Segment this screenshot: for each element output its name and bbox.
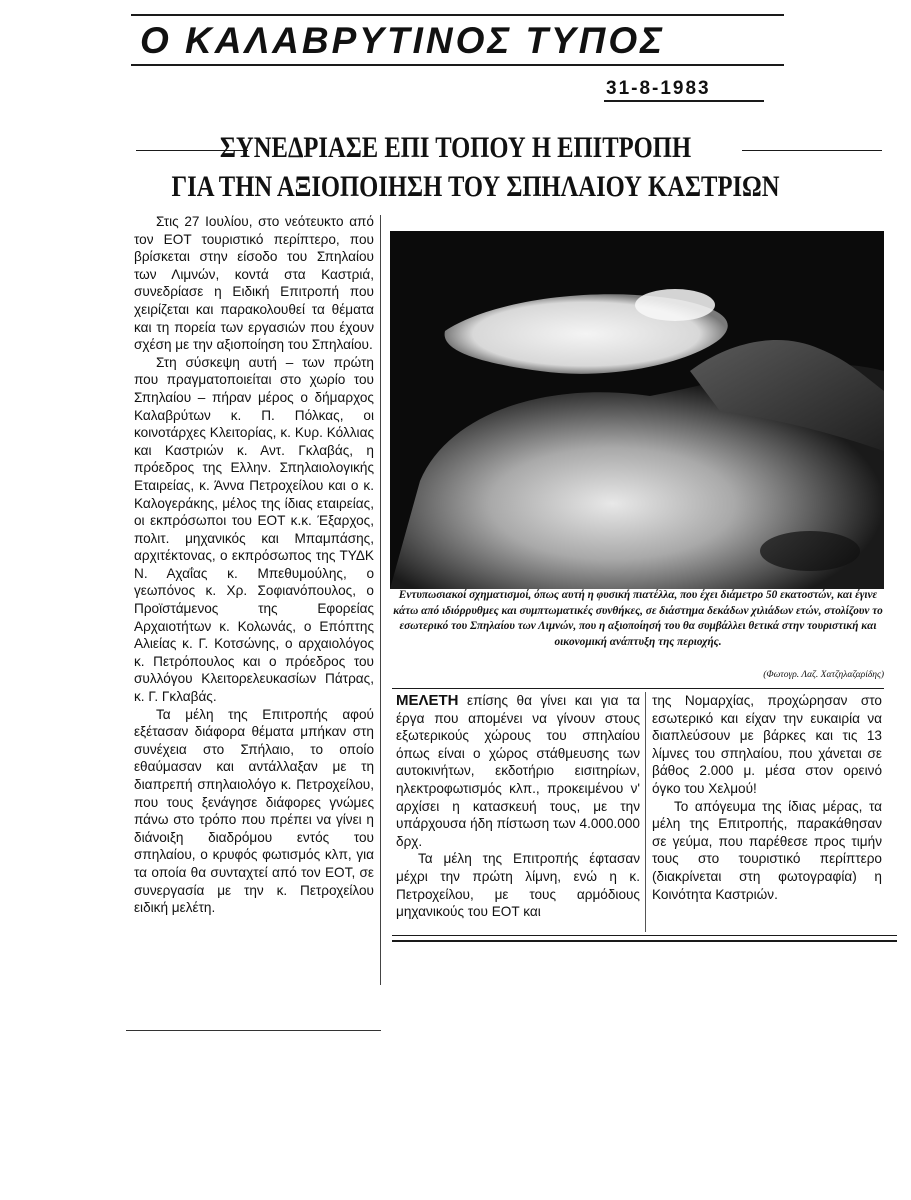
clipping-edge-bottom xyxy=(126,1030,381,1031)
headline-line-1: ΣΥΝΕΔΡΙΑΣΕ ΕΠΙ ΤΟΠΟΥ Η ΕΠΙΤΡΟΠΗ xyxy=(219,131,692,164)
paragraph: Τα μέλη της Επιτροπής έφτασαν μέχρι την πρώτη λίμνη, ενώ η κ. Πετροχείλου, με τους αρμόδιους μηχανικούς του ΕΟΤ και xyxy=(396,851,640,920)
paragraph: της Νομαρχίας, προχώρησαν στο εσωτερικό και είχαν την ευκαιρία να διαπλεύσουν με βάρκες και τις 13 λίμνες του σπηλαίου, που χάνεται σε βάθος 2.000 μ. μέσα στον ορεινό όγκο του Χελμού! xyxy=(652,693,882,796)
paragraph: Το απόγευμα της ίδιας μέρας, τα μέλη της Επιτροπής, παρακάθησαν σε γεύμα, που παρέθεσε προς τιμήν τους στο τουριστικό περίπτερο (διακρίνεται στη φωτογραφία) η Κοινότητα Καστριών. xyxy=(652,798,882,902)
lead-word: ΜΕΛΕΤΗ xyxy=(396,692,459,709)
top-rule xyxy=(131,14,784,16)
paragraph: Στις 27 Ιουλίου, στο νεότευκτο από τον ΕΟΤ τουριστικό περίπτερο, που βρίσκεται στην είσοδο του Σπηλαίου των Λιμνών, κοντά στα Καστριά, συνεδρίασε η Ειδική Επιτροπή που χειρίζεται και παρακολουθεί τα θέματα και τη πορεία των εργασιών που έχουν σχέση με την αξιοποίηση του Σπηλαίου. xyxy=(134,214,374,353)
masthead-underline xyxy=(131,64,784,66)
date-underline xyxy=(604,100,764,102)
bottom-rule-thick xyxy=(392,940,897,942)
paragraph: Στη σύσκεψη αυτή – των πρώτη που πραγματοποιείται στο χωρίο του Σπηλαίου – πήραν μέρος ο δήμαρχος Καλαβρύτων κ. Π. Πόλκας, οι κοινοτάρχες Κλειτορίας, κ. Κυρ. Κόλλιας και Καστριών κ. Αντ. Γκλαβάς, η πρόεδρος της Ελλην. Σπηλαιολογικής Εταιρείας, κ. Άννα Πετροχείλου και ο κ. Καλογεράκης, μέλος της ίδιας εταιρείας, οι εκπρόσωποι του ΕΟΤ κ.κ. Έξαρχος, πολιτ. μηχανικός και Μπαμπάσης, αρχιτέκτονας, ο εκπρόσωπος της ΤΥΔΚ Ν. Αχαΐας κ. Μπεθυμούλης, ο γεωπόνος κ. Χρ. Σοφιανόπουλος, ο Προϊστάμενος της Εφορείας Αρχαιοτήτων κ. Κολωνάς, ο Επόπτης Αλιείας κ. Γ. Κοτσώνης, ο αρχαιολόγος κ. Πετρόπουλος και ο πρόεδρος του συλλόγου Κλειτορελευκασίων Πάτρας, κ. Γ. Γκλαβάς. xyxy=(134,354,374,705)
cave-photo xyxy=(390,231,884,589)
photo-caption: Εντυπωσιακοί σχηματισμοί, όπως αυτή η φυσική πιατέλλα, που έχει διάμετρο 50 εκατοστών, και έγινε κάτω από ιδιόρρυθμες και συμπτωματικές συνθήκες, σε διάστημα δεκάδων χιλιάδων ετών, στολίζουν το εσωτερικό του Σπηλαίου των Λιμνών, που η αξιοποίησή του θα συμβάλλει θετικά στην τουριστική και οικονομική ανάπτυξη της περιοχής. xyxy=(393,589,883,648)
column-2 xyxy=(396,692,640,921)
bottom-rule xyxy=(392,935,897,936)
shadow xyxy=(760,531,860,571)
clipping-edge xyxy=(380,215,381,985)
publication-date: 31-8-1983 xyxy=(606,78,711,99)
column-1 xyxy=(134,213,374,917)
headline-line-2: ΓΙΑ ΤΗΝ ΑΞΙΟΠΟΙΗΣΗ ΤΟΥ ΣΠΗΛΑΙΟΥ ΚΑΣΤΡΙΩΝ xyxy=(171,170,780,203)
section-rule xyxy=(392,688,884,689)
photo-credit: (Φωτογρ. Λαζ. Χατζηλαζαρίδης) xyxy=(763,670,884,680)
highlight xyxy=(635,289,715,321)
column-divider xyxy=(645,692,646,932)
newspaper-name: Ο ΚΑΛΑΒΡΥΤΙΝΟΣ ΤΥΠΟΣ xyxy=(140,20,665,61)
column-3 xyxy=(652,692,882,903)
paragraph: Τα μέλη της Επιτροπής αφού εξέτασαν διάφορα θέματα μπήκαν στη συνέχεια στο Σπήλαιο, το οποίο εθαύμασαν και αντάλλαξαν με τη διαπρεπή σπηλαιολόγο κ. Πετροχείλου, που τους ξενάγησε διάφορες γνώμες πάνω στο τρόπο που πρέπει να γίνει η διάνοιξη διαδρόμου εντός του σπηλαίου, ο κρυφός φωτισμός κλπ, για τα οποία θα συνταχτεί από τον ΕΟΤ, σε συνεργασία με την κ. Πετροχείλου ειδική μελέτη. xyxy=(134,706,374,916)
paragraph-lead xyxy=(396,692,640,850)
lead-text: επίσης θα γίνει και για τα έργα που απομένει να γίνουν στους εξωτερικούς χώρους του σπηλαίου όπως είναι ο χώρος στάθμευσης των αυτοκινήτων, εκδοτήριο εισιτηρίων, ηλεκτροφωτισμός κλπ., προκειμένου ν' αρχίσει η κατασκευή τους, με την υπάρχουσα ήδη πίστωση των 4.000.000 δρχ. xyxy=(396,693,640,849)
